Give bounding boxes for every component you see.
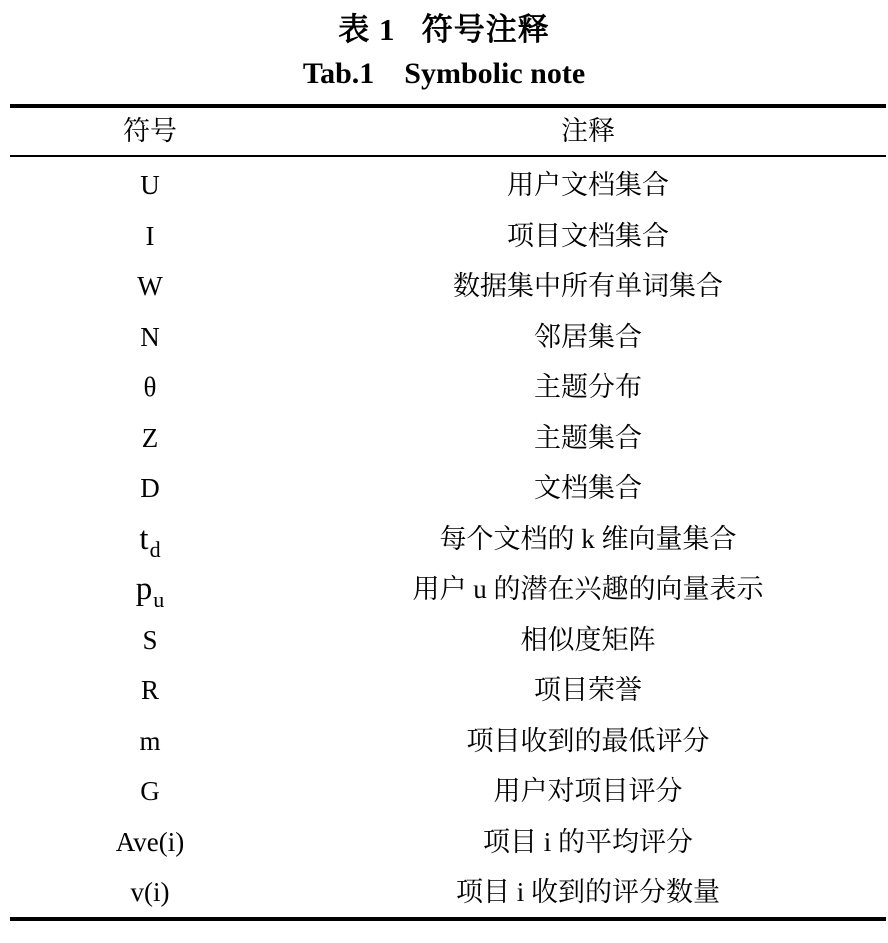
symbol-subscript: u <box>153 587 165 612</box>
table-row <box>10 413 886 464</box>
table-caption-cn: 表 1 符号注释 <box>338 12 550 47</box>
symbol-cell: v(i) <box>130 877 170 907</box>
note-cell: 邻居集合 <box>534 321 642 352</box>
symbol-cell <box>10 564 290 615</box>
table-row <box>10 766 886 817</box>
symbol-cell: Ave(i) <box>115 826 185 857</box>
note-cell: 项目文档集合 <box>507 220 669 251</box>
table-row <box>10 362 886 413</box>
symbol-cell: R <box>140 675 159 705</box>
note-cell: 项目 i 收到的评分数量 <box>455 877 720 907</box>
symbol-cell: D <box>140 473 160 503</box>
note-cell: 主题分布 <box>534 372 642 402</box>
table-row <box>10 211 886 262</box>
table-row <box>10 716 886 767</box>
note-cell: 数据集中所有单词集合 <box>453 271 723 301</box>
table-bottom-rule <box>10 917 886 921</box>
note-cell: 相似度矩阵 <box>520 624 656 655</box>
header-symbol: 符号 <box>123 116 177 146</box>
symbol-base: p <box>135 571 153 607</box>
symbol-cell <box>10 514 290 565</box>
table-row <box>10 514 886 565</box>
table-caption-en: Tab.1 Symbolic note <box>302 57 586 90</box>
note-cell: 项目 i 的平均评分 <box>482 826 693 857</box>
table-row <box>10 615 886 666</box>
header-note: 注释 <box>561 116 615 146</box>
symbol-cell: S <box>142 624 158 655</box>
note-cell: 主题集合 <box>534 422 642 453</box>
table-body <box>10 160 886 918</box>
note-cell: 用户 u 的潜在兴趣的向量表示 <box>412 574 764 604</box>
table-row <box>10 665 886 716</box>
symbol-cell: Z <box>141 422 159 453</box>
note-cell: 用户文档集合 <box>507 170 669 200</box>
symbol-cell: m <box>139 725 161 756</box>
table-header-row <box>10 108 886 155</box>
table-row <box>10 463 886 514</box>
symbol-subscript: d <box>149 536 161 562</box>
note-cell: 文档集合 <box>534 473 642 503</box>
symbol-cell: N <box>140 321 160 352</box>
table-row <box>10 817 886 868</box>
symbol-cell: U <box>140 170 160 200</box>
note-cell: 用户对项目评分 <box>493 776 683 806</box>
table-row <box>10 312 886 363</box>
table-row <box>10 564 886 615</box>
note-cell: 每个文档的 k 维向量集合 <box>439 523 737 554</box>
symbol-cell: I <box>145 220 155 251</box>
symbol-base: t <box>139 520 149 557</box>
note-cell: 项目收到的最低评分 <box>466 725 710 756</box>
symbol-cell: G <box>140 776 160 806</box>
note-cell: 项目荣誉 <box>534 675 642 705</box>
table-row <box>10 160 886 211</box>
symbol-cell: W <box>137 271 163 301</box>
table-row <box>10 867 886 918</box>
table-header-rule <box>10 155 886 157</box>
table-row <box>10 261 886 312</box>
symbol-cell: θ <box>143 372 157 402</box>
